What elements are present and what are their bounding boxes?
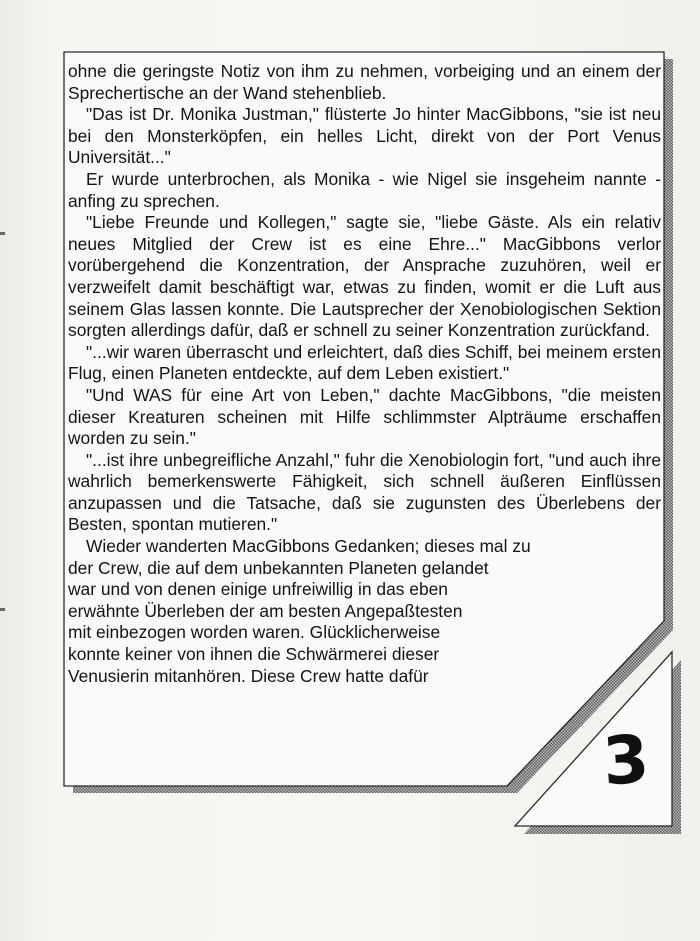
- paragraph: Er wurde unterbrochen, als Monika - wie Nigel sie insgeheim nannte - anfing zu sprechen.: [68, 168, 661, 211]
- paragraph: "...ist ihre unbegreifliche Anzahl," fuhr die Xenobiologin fort, "und auch ihre wahrlich bemerkenswerte Fähigkeit, sich schnell äußeren Einflüssen anzupassen und die Tatsache, daß sie zugunsten des Überlebens der Besten, spontan mutieren.": [68, 449, 661, 535]
- text-line: konnte keiner von ihnen die Schwärmerei dieser: [68, 644, 440, 665]
- paragraph: "Liebe Freunde und Kollegen," sagte sie, "liebe Gäste. Als ein relativ neues Mitglied der Crew ist es eine Ehre..." MacGibbons verlor vorübergehend die Konzentration, der Ansprache zuzuhören, weil er verzweifelt damit beschäftigt war, etwas zu finden, womit er die Luft aus seinem Glas lassen konnte. Die Lautsprecher der Xenobiologischen Sektion sorgten allerdings dafür, daß er schnell zu seiner Konzentration zurückfand.: [68, 212, 661, 341]
- text-line: Venusierin mitanhören. Diese Crew hatte dafür: [68, 665, 429, 686]
- text-line: mit einbezogen worden waren. Glücklicherweise: [68, 622, 441, 643]
- text-line: der Crew, die auf dem unbekannten Planeten gelandet: [68, 557, 489, 578]
- text-line: war und von denen einige unfreiwillig in das eben: [68, 579, 448, 600]
- paragraph: "...wir waren überrascht und erleichtert, daß dies Schiff, bei meinem ersten Flug, einen Planeten entdeckte, auf dem Leben existiert.": [68, 341, 661, 384]
- story-text: [68, 61, 661, 687]
- text-line: erwähnte Überleben der am besten Angepaßtesten: [68, 600, 463, 621]
- text-line: Wieder wanderten MacGibbons Gedanken; dieses mal zu: [86, 536, 531, 557]
- paragraph: "Das ist Dr. Monika Justman," flüsterte Jo hinter MacGibbons, "sie ist neu bei den Monsterköpfen, ein helles Licht, direkt von der Port Venus Universität...": [68, 104, 661, 168]
- paragraph: "Und WAS für eine Art von Leben," dachte MacGibbons, "die meisten dieser Kreaturen scheinen mit Hilfe schlimmster Alpträume erschaffen worden zu sein.": [68, 384, 661, 449]
- page-number: 3: [600, 720, 650, 801]
- closing-paragraph: [68, 536, 661, 687]
- paragraph: ohne die geringste Notiz von ihm zu nehmen, vorbeiging und an einem der Sprechertische an der Wand stehenblieb.: [68, 61, 661, 103]
